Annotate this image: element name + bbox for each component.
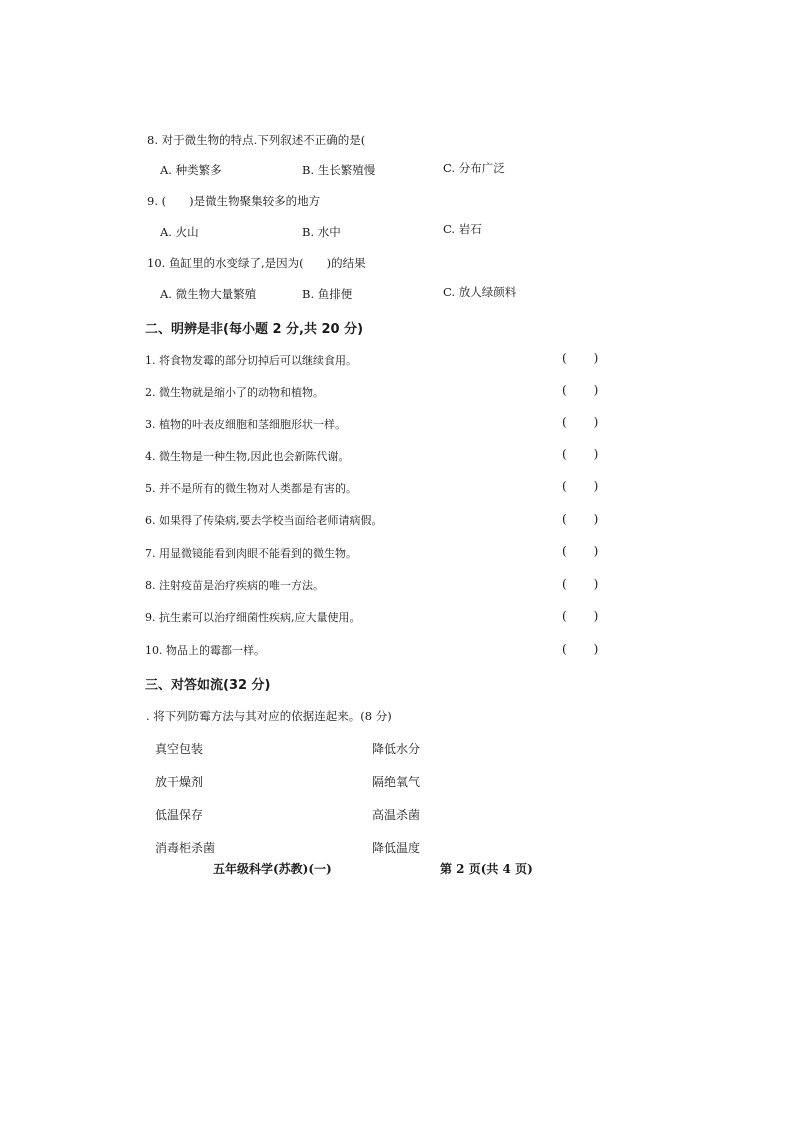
- match-item-right[interactable]: 高温杀菌: [372, 808, 421, 822]
- match-item-right[interactable]: 降低水分: [372, 742, 421, 756]
- tf-statement: 10. 物品上的霉都一样。: [145, 644, 265, 657]
- question-stem: 9. ( )是微生物聚集较多的地方: [147, 194, 321, 208]
- option-a: A. 火山: [160, 225, 199, 239]
- answer-blank[interactable]: ( ): [562, 479, 600, 493]
- option-b: B. 鱼排便: [302, 287, 353, 301]
- tf-statement: 9. 抗生素可以治疗细菌性疾病,应大量使用。: [145, 611, 361, 624]
- option-c: C. 分布广泛: [443, 161, 505, 175]
- option-a: A. 种类繁多: [160, 163, 222, 177]
- option-b: B. 生长繁殖慢: [302, 163, 376, 177]
- answer-blank[interactable]: ( ): [562, 577, 600, 591]
- tf-statement: 8. 注射疫苗是治疗疾病的唯一方法。: [145, 579, 324, 592]
- match-item-left[interactable]: 放干燥剂: [155, 775, 204, 789]
- answer-blank[interactable]: ( ): [562, 512, 600, 526]
- answer-blank[interactable]: ( ): [562, 544, 600, 558]
- question-stem: 8. 对于微生物的特点.下列叙述不正确的是(: [147, 133, 366, 147]
- tf-statement: 4. 微生物是一种生物,因此也会新陈代谢。: [145, 450, 350, 463]
- tf-statement: 3. 植物的叶表皮细胞和茎细胞形状一样。: [145, 418, 346, 431]
- question-stem: . 将下列防霉方法与其对应的依据连起来。(8 分): [146, 709, 392, 723]
- answer-blank[interactable]: ( ): [562, 609, 600, 623]
- question-stem: 10. 鱼缸里的水变绿了,是因为( )的结果: [147, 256, 366, 270]
- answer-blank[interactable]: ( ): [562, 383, 600, 397]
- option-c: C. 岩石: [443, 222, 482, 236]
- footer-page-number: 第 2 页(共 4 页): [440, 862, 533, 876]
- match-item-right[interactable]: 降低温度: [372, 841, 421, 855]
- answer-blank[interactable]: ( ): [562, 447, 600, 461]
- match-item-left[interactable]: 消毒柜杀菌: [155, 841, 216, 855]
- tf-statement: 2. 微生物就是缩小了的动物和植物。: [145, 386, 324, 399]
- tf-statement: 6. 如果得了传染病,要去学校当面给老师请病假。: [145, 514, 383, 527]
- tf-statement: 7. 用显微镜能看到肉眼不能看到的微生物。: [145, 547, 357, 560]
- tf-statement: 1. 将食物发霉的部分切掉后可以继续食用。: [145, 354, 357, 367]
- footer-subject: 五年级科学(苏教)(一): [213, 862, 332, 876]
- match-item-left[interactable]: 真空包装: [155, 742, 204, 756]
- option-a: A. 微生物大量繁殖: [160, 287, 257, 301]
- match-item-right[interactable]: 隔绝氧气: [372, 775, 421, 789]
- option-b: B. 水中: [302, 225, 341, 239]
- answer-blank[interactable]: ( ): [562, 415, 600, 429]
- option-c: C. 放人绿颜料: [443, 285, 517, 299]
- answer-blank[interactable]: ( ): [562, 642, 600, 656]
- section-title: 二、明辨是非(每小题 2 分,共 20 分): [145, 322, 364, 337]
- answer-blank[interactable]: ( ): [562, 351, 600, 365]
- section-title: 三、对答如流(32 分): [145, 678, 271, 693]
- tf-statement: 5. 并不是所有的微生物对人类都是有害的。: [145, 482, 357, 495]
- match-item-left[interactable]: 低温保存: [155, 808, 204, 822]
